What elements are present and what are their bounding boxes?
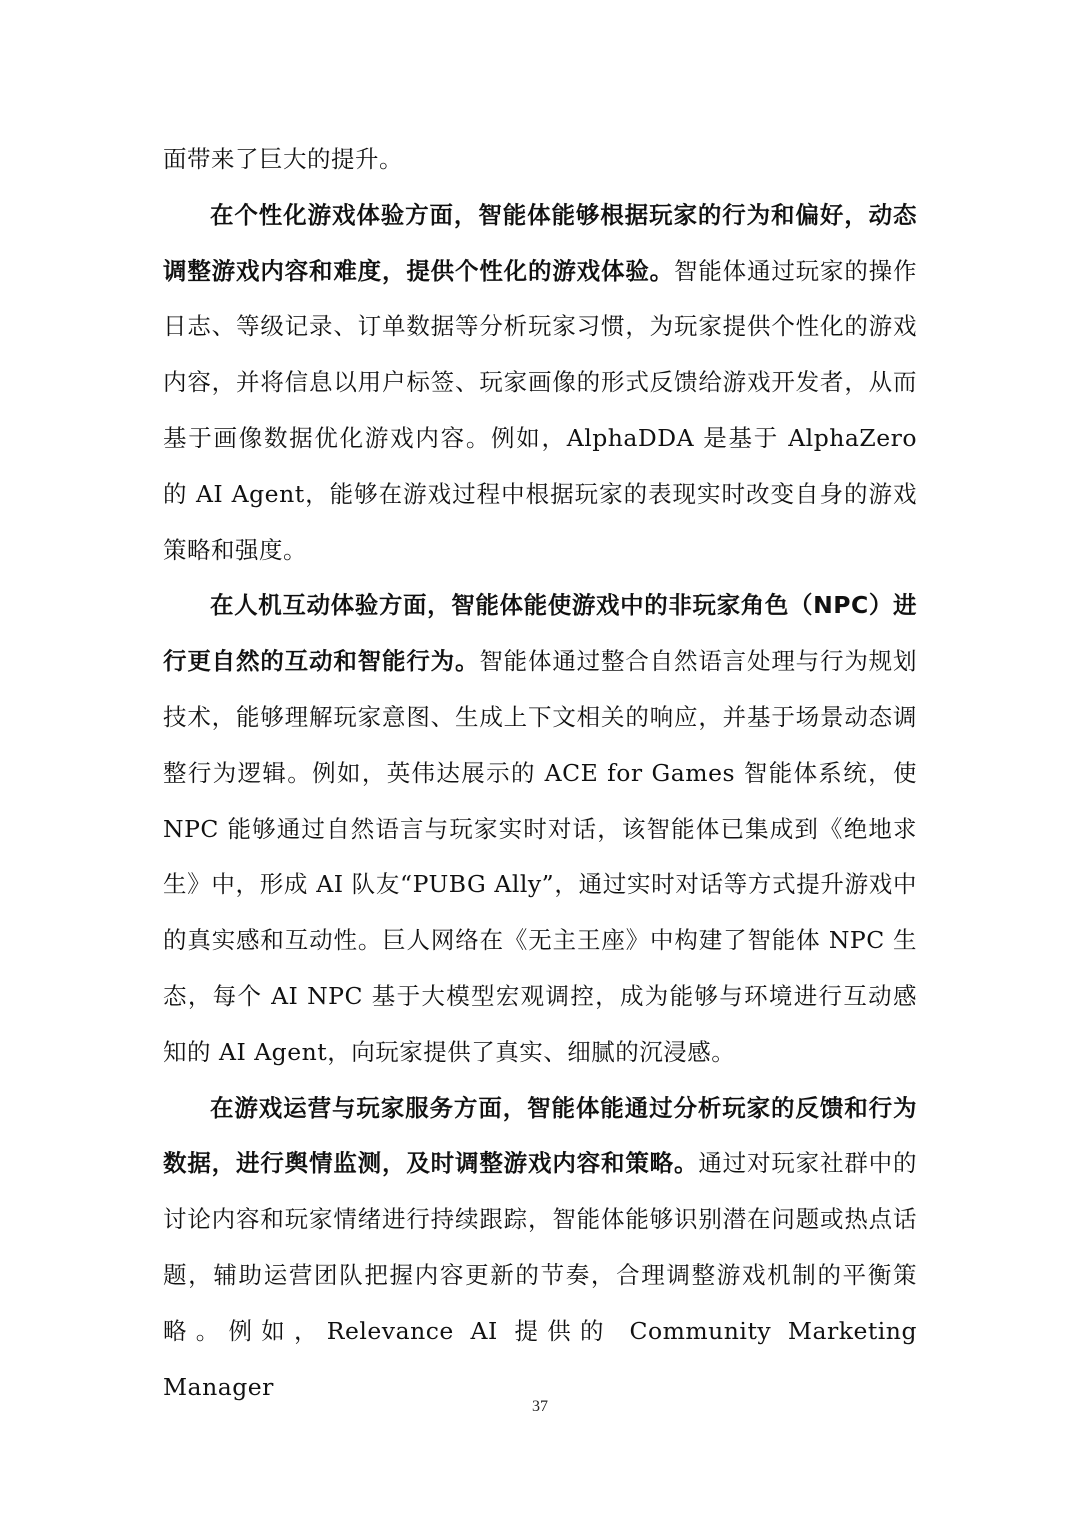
paragraph-1: [163, 132, 917, 188]
paragraph-3-body: 智能体通过整合自然语言处理与行为规划技术，能够理解玩家意图、生成上下文相关的响应，并基于场景动态调整行为逻辑。例如，英伟达展示的 ACE for Games 智能体系统，使 NPC 能够通过自然语言与玩家实时对话，该智能体已集成到《绝地求生》中，形成 AI 队友“PUBG Ally”，通过实时对话等方式提升游戏中的真实感和互动性。巨人网络在《无主王座》中构建了智能体 NPC 生态，每个 AI NPC 基于大模型宏观调控，成为能够与环境进行互动感知的 AI Agent，向玩家提供了真实、细腻的沉浸感。: [163, 647, 918, 1066]
page-number: 37: [532, 1398, 548, 1415]
paragraph-2-lead: 在个性化游戏体验方面，智能体能够根据玩家的行为和偏好，动态调整游戏内容和难度，提供个性化的游戏体验。: [163, 200, 917, 285]
document-body: [163, 132, 917, 1415]
paragraph-3-lead: 在人机互动体验方面，智能体能使游戏中的非玩家角色（NPC）进行更自然的互动和智能行为。: [163, 591, 917, 676]
paragraph-2-body: 智能体通过玩家的操作日志、等级记录、订单数据等分析玩家习惯，为玩家提供个性化的游戏内容，并将信息以用户标签、玩家画像的形式反馈给游戏开发者，从而基于画像数据优化游戏内容。例如，AlphaDDA 是基于 AlphaZero 的 AI Agent，能够在游戏过程中根据玩家的表现实时改变自身的游戏策略和强度。: [163, 256, 917, 564]
paragraph-3: [163, 578, 917, 1080]
paragraph-4: [163, 1081, 917, 1416]
paragraph-4-body: 通过对玩家社群中的讨论内容和玩家情绪进行持续跟踪，智能体能够识别潜在问题或热点话题，辅助运营团队把握内容更新的节奏，合理调整游戏机制的平衡策略。例如，Relevance AI 提供的 Community Marketing Manager: [163, 1149, 918, 1401]
paragraph-4-lead: 在游戏运营与玩家服务方面，智能体能通过分析玩家的反馈和行为数据，进行舆情监测，及时调整游戏内容和策略。: [163, 1093, 917, 1178]
paragraph-1-body: 面带来了巨大的提升。: [163, 145, 403, 173]
paragraph-2: [163, 188, 917, 579]
